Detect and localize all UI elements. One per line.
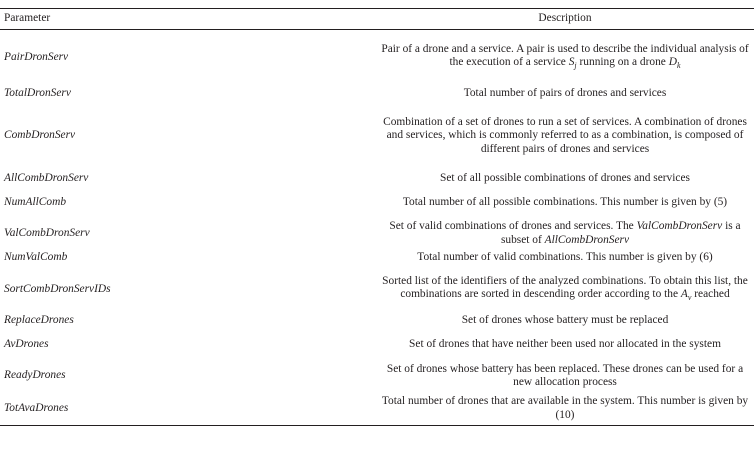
parameter-description: Set of drones that have neither been used nor allocated in the system [409,337,721,350]
parameter-name: ReadyDrones [4,369,66,382]
description-text: is a subset of [500,220,741,246]
symbol-drone: D [668,56,677,68]
subscript-k: k [676,61,681,70]
parameter-name: CombDronServ [4,129,76,142]
parameter-name: SortCombDronServIDs [4,282,111,295]
parameter-description: Total number of all possible combinations. This number is given by (5) [402,195,728,208]
description-text: running on a drone [576,56,669,68]
table-row [0,85,754,102]
parameter-description [376,30,754,86]
table-row [0,360,754,392]
parameter-description [376,218,754,249]
table-row [0,392,754,426]
header-parameter: Parameter [4,12,51,25]
parameter-name: ReplaceDrones [4,313,74,326]
table-row [0,218,754,249]
parameter-name: NumAllComb [4,195,67,208]
parameter-name: TotalDronServ [4,86,71,99]
parameter-name: AvDrones [4,337,49,350]
header-description: Description [538,12,592,25]
parameter-description: Set of all possible combinations of drones and services [440,171,690,184]
table-row [0,187,754,218]
parameter-description: Total number of drones that are available in the system. This number is given by (10) [381,395,749,421]
symbol-availability: A [680,288,688,300]
description-text: Set of valid combinations of drones and services. The [389,220,637,233]
parameter-description: Total number of pairs of drones and services [463,86,667,99]
parameter-description: Set of drones whose battery has been replaced. These drones can be used for a new allocation process [386,362,744,388]
parameter-reference: ValCombDronServ [636,220,723,233]
parameter-name: NumValComb [4,251,68,264]
description-text: Sorted list of the identifiers of the analyzed combinations. To obtain this list, the combinations are sorted in descending order according to the [382,274,748,300]
parameter-description: Total number of valid combinations. This number is given by (6) [417,251,713,264]
table-header-row [0,9,754,30]
parameter-description: Set of drones whose battery must be replaced [461,313,669,326]
parameter-name: PairDronServ [4,50,69,63]
table-row [0,30,754,86]
table-row [0,170,754,187]
table-row [0,267,754,312]
table-row [0,249,754,267]
parameter-reference: AllCombDronServ [544,233,630,246]
table-row [0,102,754,170]
description-text: reached [691,288,730,300]
table-row [0,312,754,329]
parameter-table [0,8,754,426]
subscript-v: v [687,293,692,302]
parameter-name: TotAvaDrones [4,401,69,414]
parameter-description [376,267,754,312]
description-text: Pair of a drone and a service. A pair is used to describe the individual analysis of the execution of a service [381,42,749,68]
symbol-service: S [568,56,575,68]
parameter-name: ValCombDronServ [4,226,90,239]
table-row [0,329,754,360]
parameter-description: Combination of a set of drones to run a set of services. A combination of drones and services, which is commonly referred to as a combination, is composed of different pairs of drones and services [383,115,747,155]
subscript-j: j [574,61,577,70]
parameter-name: AllCombDronServ [4,171,89,184]
